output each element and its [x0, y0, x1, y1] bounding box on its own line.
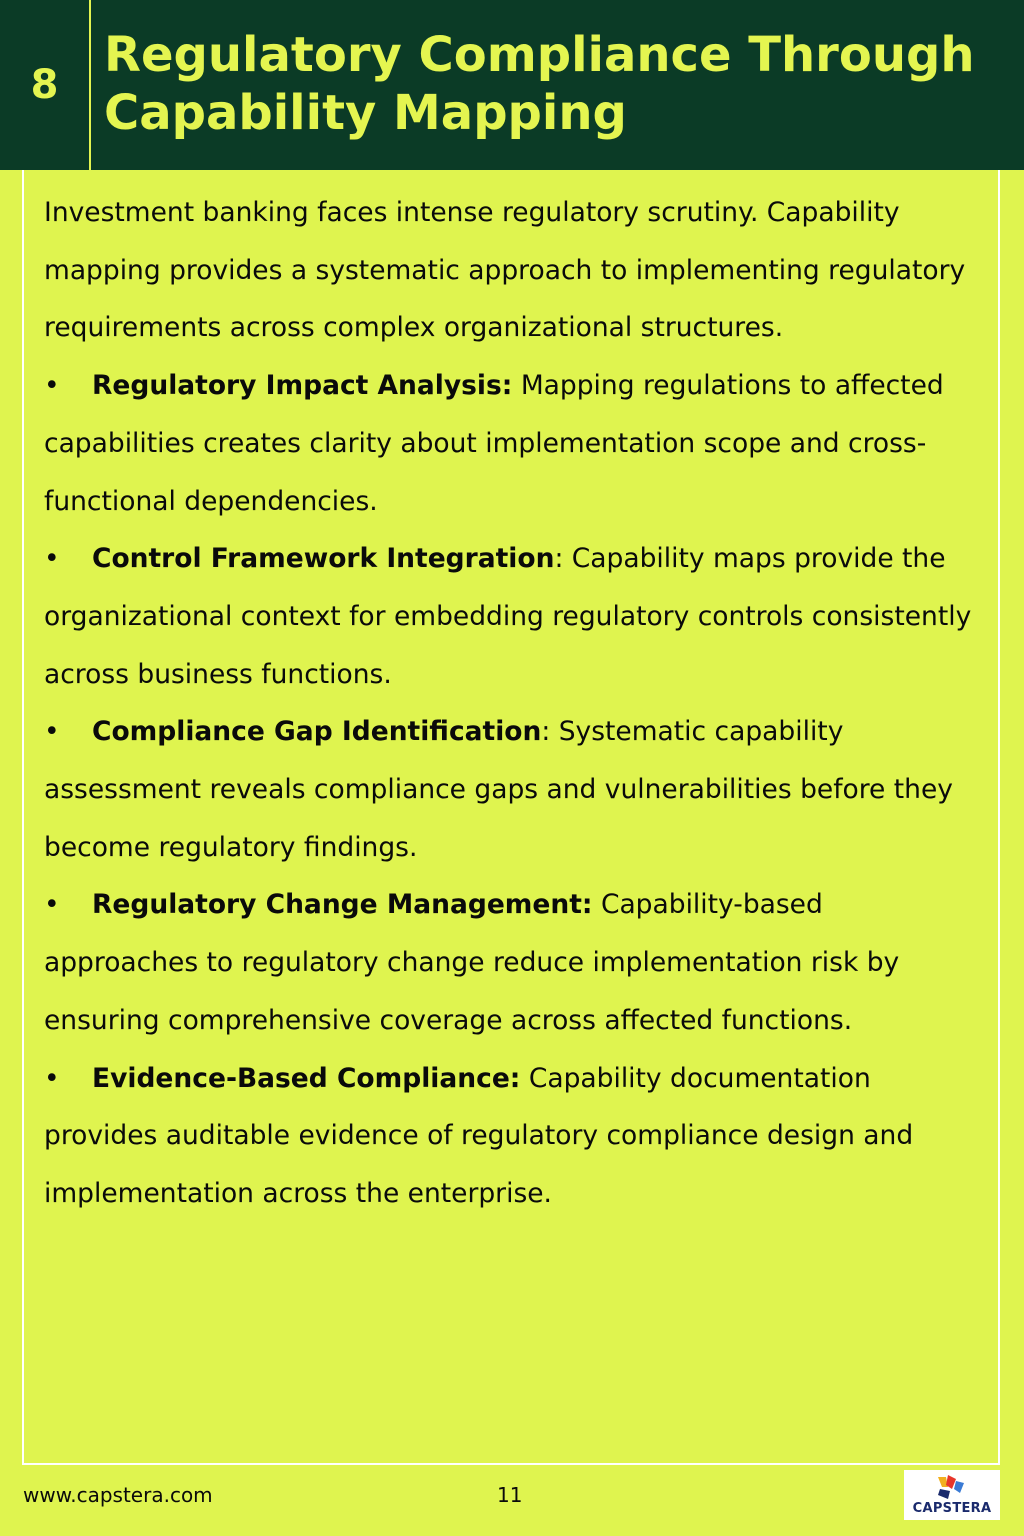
bullet-term: Regulatory Change Management:	[92, 889, 593, 921]
bullet-item	[44, 703, 979, 876]
bullet-term: Control Framework Integration	[92, 543, 555, 575]
bullet-marker: •	[44, 370, 60, 402]
bullet-text: : Systematic capability assessment reveals compliance gaps and vulnerabilities before they become regulatory findings.	[44, 716, 953, 863]
header-divider	[89, 0, 91, 170]
bullet-text: Capability-based approaches to regulatory change reduce implementation risk by ensuring comprehensive coverage across affected functions.	[44, 889, 900, 1036]
bullet-item	[44, 530, 979, 703]
page-title-line-2: Capability Mapping	[104, 85, 627, 141]
section-number: 8	[30, 62, 59, 108]
logo-wordmark: CAPSTERA	[912, 1501, 992, 1516]
page-number: 11	[497, 1483, 523, 1507]
header-bar	[0, 0, 1024, 170]
content-body	[44, 184, 979, 1223]
bullet-marker: •	[44, 1062, 60, 1094]
bullet-term: Compliance Gap Identification	[92, 716, 542, 748]
bullet-item	[44, 357, 979, 530]
bullet-item	[44, 876, 979, 1049]
bullet-term: Regulatory Impact Analysis:	[92, 370, 513, 402]
intro-paragraph: Investment banking faces intense regulatory scrutiny. Capability mapping provides a systematic approach to implementing regulatory requirements across complex organizational structures.	[44, 197, 966, 344]
bullet-term: Evidence-Based Compliance:	[92, 1062, 521, 1094]
bullet-text: Mapping regulations to affected capabilities creates clarity about implementation scope and cross-functional dependencies.	[44, 370, 944, 517]
page-title	[104, 26, 1004, 142]
bullet-text: Capability documentation provides auditable evidence of regulatory compliance design and implementation across the enterprise.	[44, 1062, 914, 1209]
capstera-logo	[904, 1470, 1000, 1520]
footer-website-link[interactable]: www.capstera.com	[23, 1483, 213, 1507]
bullet-text: : Capability maps provide the organizational context for embedding regulatory controls consistently across business functions.	[44, 543, 972, 690]
bullet-marker: •	[44, 716, 60, 748]
capstera-logo-icon	[934, 1473, 970, 1501]
page-title-line-1: Regulatory Compliance Through	[104, 27, 975, 83]
bullet-marker: •	[44, 543, 60, 575]
bullet-marker: •	[44, 889, 60, 921]
bullet-item	[44, 1050, 979, 1223]
